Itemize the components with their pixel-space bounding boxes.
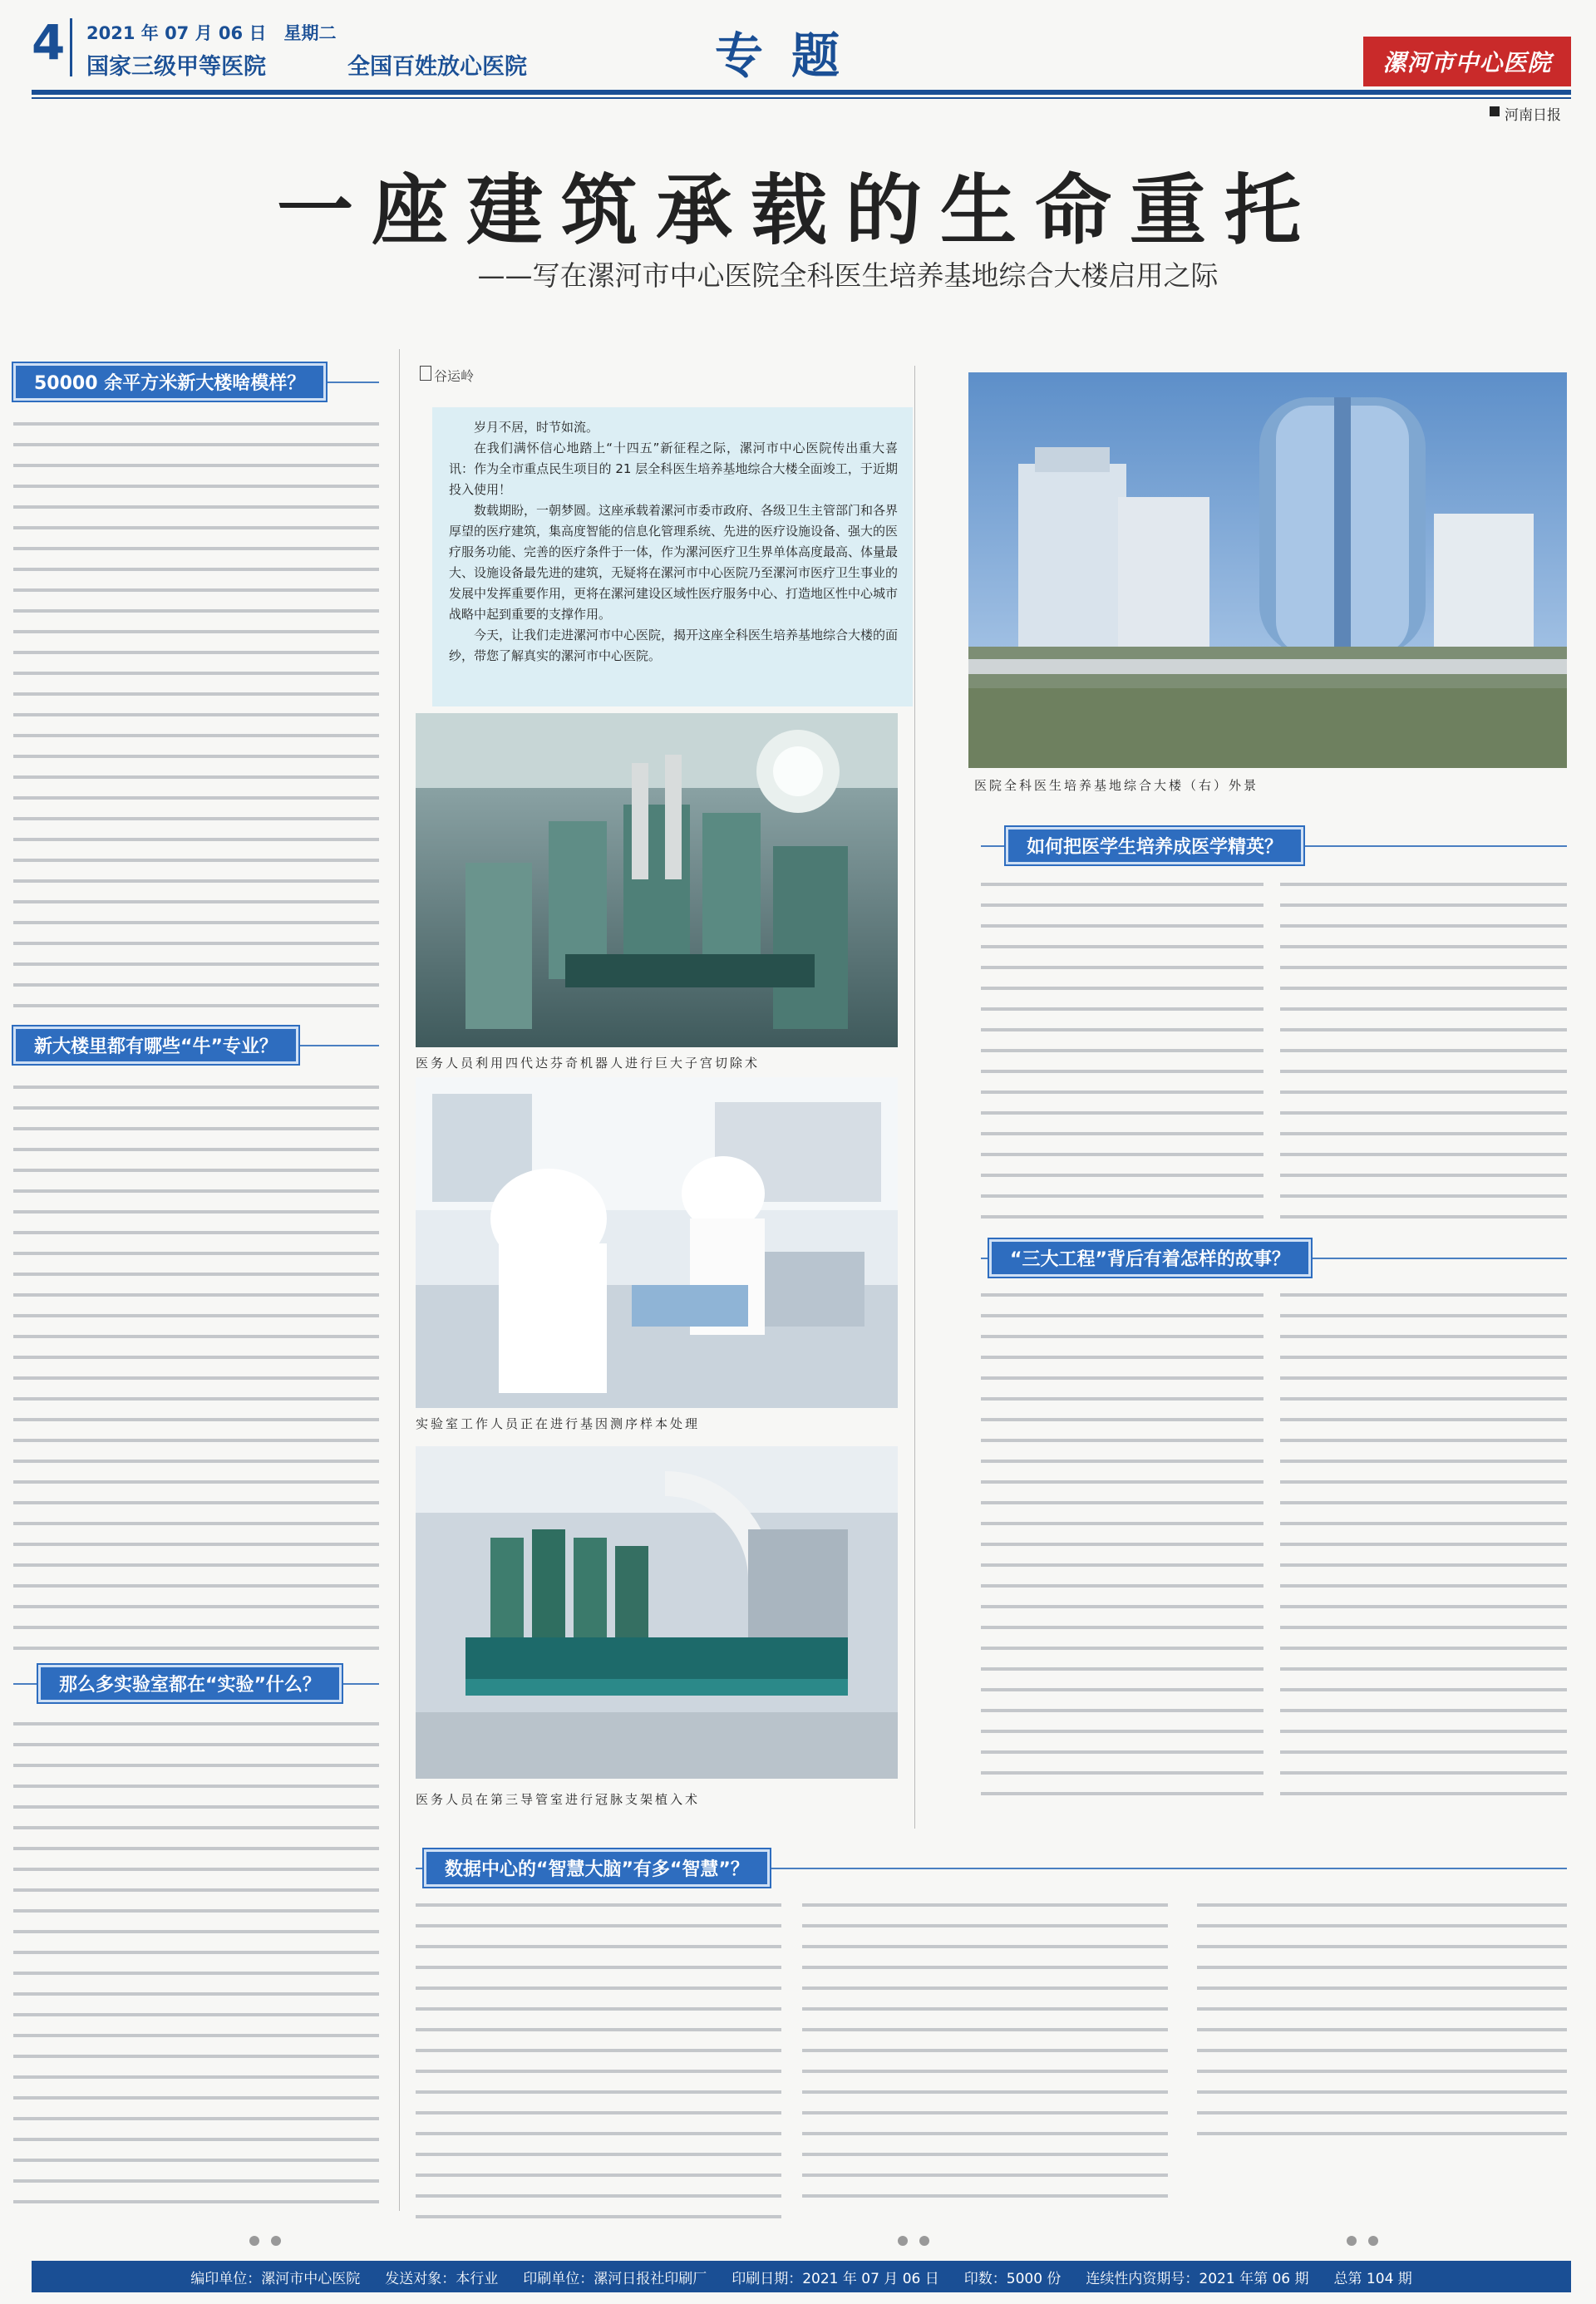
footer-print-date: 印刷日期：2021 年 07 月 06 日 [732, 2270, 939, 2287]
photo-robot-surgery [416, 713, 898, 1047]
column-rule-1 [399, 349, 400, 2211]
section-banner-lab [13, 1667, 379, 1699]
photo-building [968, 372, 1567, 768]
hospital-logo-text: 漯河市中心医院 [1382, 49, 1552, 76]
hospital-logo [1363, 37, 1571, 86]
masthead-rule [32, 90, 1571, 95]
masthead-rule-thin [32, 97, 1571, 99]
section-title-data: 数据中心的“智慧大脑”有多“智慧”？ [424, 1849, 770, 1887]
text-block-projects-2 [1280, 1293, 1567, 1800]
caption-robot-surgery: 医务人员利用四代达芬奇机器人进行巨大子宫切除术 [416, 1056, 761, 1071]
issue-date: 2021 年 07 月 06 日 星期二 [86, 23, 337, 43]
text-block-specialty [13, 1086, 379, 1659]
footer-serial: 连续性内资期号：2021 年第 06 期 [1086, 2270, 1309, 2287]
photo-stent-surgery-image [416, 1446, 898, 1779]
section-title-building: 50000 余平方米新大楼啥模样？ [13, 363, 326, 401]
source-square-icon [1490, 106, 1500, 116]
caption-lab: 实验室工作人员正在进行基因测序样本处理 [416, 1416, 701, 1431]
section-title: 专题 [715, 27, 869, 84]
decorative-dots-center [898, 2236, 929, 2246]
caption-building: 医院全科医生培养基地综合大楼（右）外景 [974, 778, 1259, 793]
column-rule-2 [914, 366, 915, 1829]
slogan-trust: 全国百姓放心医院 [347, 54, 527, 80]
text-block-lab [13, 1722, 379, 2221]
text-block-education-2 [1280, 883, 1567, 1232]
section-banner-data [416, 1852, 1567, 1883]
section-title-projects: “三大工程”背后有着怎样的故事？ [989, 1239, 1311, 1277]
section-title-lab: 那么多实验室都在“实验”什么？ [38, 1665, 342, 1702]
footer-bar [32, 2261, 1571, 2292]
section-banner-building [13, 366, 379, 397]
text-block-data-2 [802, 1903, 1168, 2203]
subheadline: ——写在漯河市中心医院全科医生培养基地综合大楼启用之际 [477, 259, 1219, 292]
text-block-data-1 [416, 1903, 781, 2219]
text-block-data-3 [1197, 1903, 1567, 2153]
photo-stent-surgery [416, 1446, 898, 1779]
lead-paragraph-1: 岁月不居，时节如流。 [474, 420, 599, 435]
section-title-education: 如何把医学生培养成医学精英？ [1006, 827, 1303, 864]
footer-target: 发送对象：本行业 [385, 2270, 499, 2287]
text-block-projects-1 [981, 1293, 1264, 1800]
page-number: 4 [32, 14, 66, 71]
photo-lab-image [416, 1077, 898, 1408]
decorative-dots-right [1347, 2236, 1378, 2246]
caption-stent: 医务人员在第三导管室进行冠脉支架植入术 [416, 1792, 701, 1807]
photo-lab [416, 1077, 898, 1408]
footer-total: 总第 104 期 [1333, 2270, 1412, 2287]
section-banner-specialty [13, 1029, 379, 1061]
decorative-dots-left [249, 2236, 281, 2246]
photo-building-image [968, 372, 1567, 768]
footer-editor: 编印单位：漯河市中心医院 [190, 2270, 361, 2287]
headline: 一座建筑承载的生命重托 [276, 165, 1319, 255]
lead-paragraph-2: 在我们满怀信心地踏上“十四五”新征程之际，漯河市中心医院传出重大喜讯：作为全市重点民生项目的 21 层全科医生培养基地综合大楼全面竣工，于近期投入使用！ [449, 441, 898, 497]
section-title-specialty: 新大楼里都有哪些“牛”专业？ [13, 1026, 298, 1064]
author-name: 谷运岭 [434, 368, 475, 384]
photo-robot-surgery-image [416, 713, 898, 1047]
section-banner-education [981, 830, 1567, 861]
section-banner-projects [981, 1242, 1567, 1273]
text-block-education-1 [981, 883, 1264, 1232]
lead-paragraph-3: 数载期盼，一朝梦圆。这座承载着漯河市委市政府、各级卫生主管部门和各界厚望的医疗建筑，集高度智能的信息化管理系统、先进的医疗设施设备、强大的医疗服务功能、完善的医疗条件于一体，作为漯河医疗卫生界单体高度最高、体量最大、设施设备最先进的建筑，无疑将在漯河市中心医院乃至漯河市医疗卫生事业的发展中发挥重要作用，更将在漯河建设区域性医疗服务中心、打造地区性中心城市战略中起到重要的支撑作用。 [449, 503, 899, 622]
footer-printer: 印刷单位：漯河日报社印刷厂 [523, 2270, 707, 2287]
text-block-building [13, 422, 379, 1012]
lead-paragraph-4: 今天，让我们走进漯河市中心医院，揭开这座全科医生培养基地综合大楼的面纱，带您了解真实的漯河市中心医院。 [449, 628, 899, 663]
author-box-icon [420, 366, 431, 381]
source-tag: 河南日报 [1505, 107, 1561, 124]
footer-copies: 印数：5000 份 [963, 2270, 1062, 2287]
lead-text [449, 417, 898, 667]
slogan-grade: 国家三级甲等医院 [86, 54, 266, 80]
page-number-rule [70, 18, 72, 76]
